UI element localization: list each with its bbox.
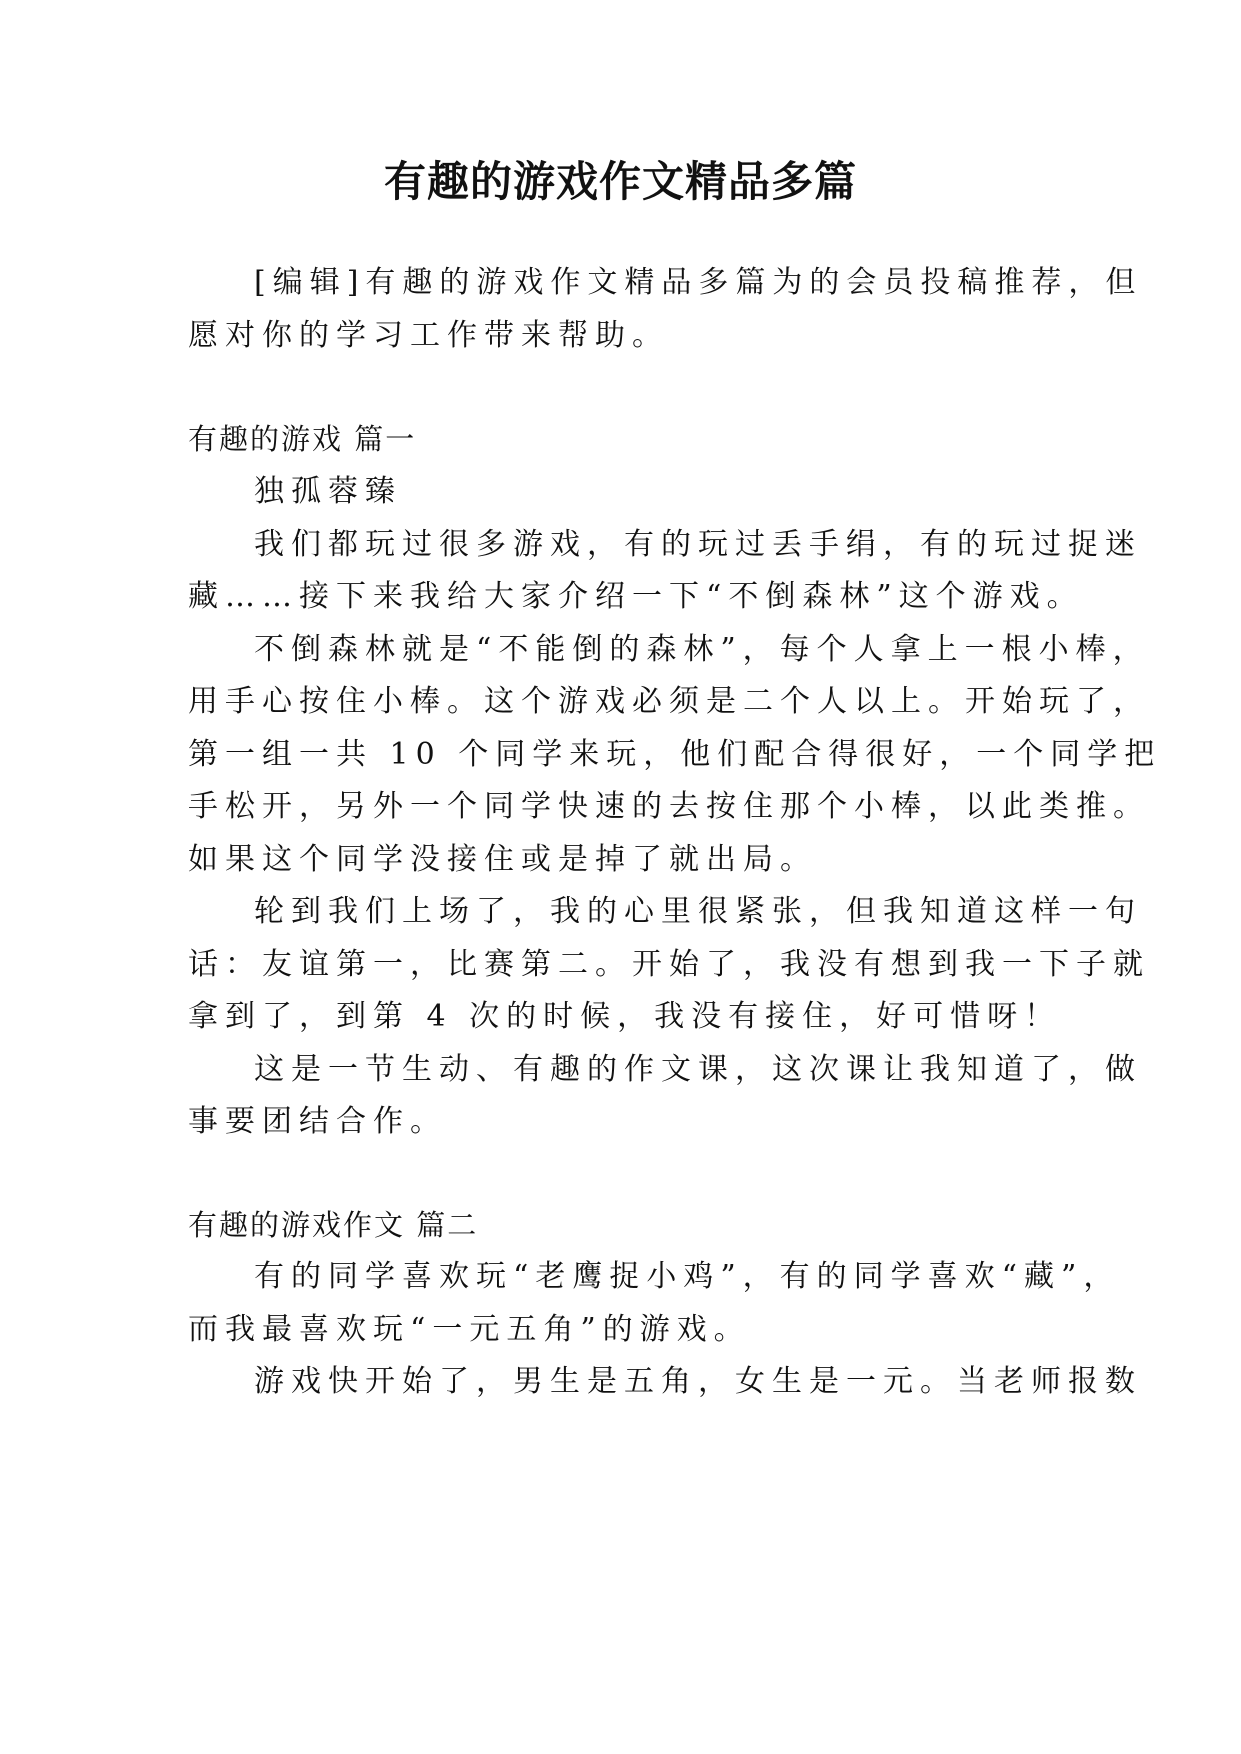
body-line: 用手心按住小棒。这个游戏必须是二个人以上。开始玩了， <box>188 684 1150 719</box>
body-line: 有的同学喜欢玩“老鹰捉小鸡”，有的同学喜欢“藏”， <box>254 1259 1121 1294</box>
body-line: 不倒森林就是“不能倒的森林”，每个人拿上一根小棒， <box>254 632 1150 667</box>
section-heading-2: 有趣的游戏作文 篇二 <box>188 1208 479 1242</box>
body-line: 手松开，另外一个同学快速的去按住那个小棒，以此类推。 <box>188 789 1150 824</box>
body-line: 轮到我们上场了，我的心里很紧张，但我知道这样一句 <box>254 894 1142 929</box>
intro-line-2: 愿对你的学习工作带来帮助。 <box>188 318 669 353</box>
document-title: 有趣的游戏作文精品多篇 <box>383 157 857 206</box>
body-line: 我们都玩过很多游戏，有的玩过丢手绢，有的玩过捉迷 <box>254 527 1142 562</box>
intro-line-1: [编辑]有趣的游戏作文精品多篇为的会员投稿推荐，但 <box>254 265 1143 300</box>
body-line: 藏……接下来我给大家介绍一下“不倒森林”这个游戏。 <box>188 579 1084 614</box>
body-line: 这是一节生动、有趣的作文课，这次课让我知道了，做 <box>254 1052 1142 1087</box>
body-line: 如果这个同学没接住或是掉了就出局。 <box>188 842 817 877</box>
body-line: 事要团结合作。 <box>188 1104 447 1139</box>
body-line: 拿到了，到第 4 次的时候，我没有接住，好可惜呀！ <box>188 999 1062 1034</box>
author-line: 独孤蓉臻 <box>254 474 402 509</box>
body-line: 而我最喜欢玩“一元五角”的游戏。 <box>188 1312 751 1347</box>
body-line: 第一组一共 10 个同学来玩，他们配合得很好，一个同学把 <box>188 737 1162 772</box>
section-heading-1: 有趣的游戏 篇一 <box>188 422 417 456</box>
body-line: 游戏快开始了，男生是五角，女生是一元。当老师报数 <box>254 1364 1142 1399</box>
body-line: 话：友谊第一，比赛第二。开始了，我没有想到我一下子就 <box>188 947 1150 982</box>
